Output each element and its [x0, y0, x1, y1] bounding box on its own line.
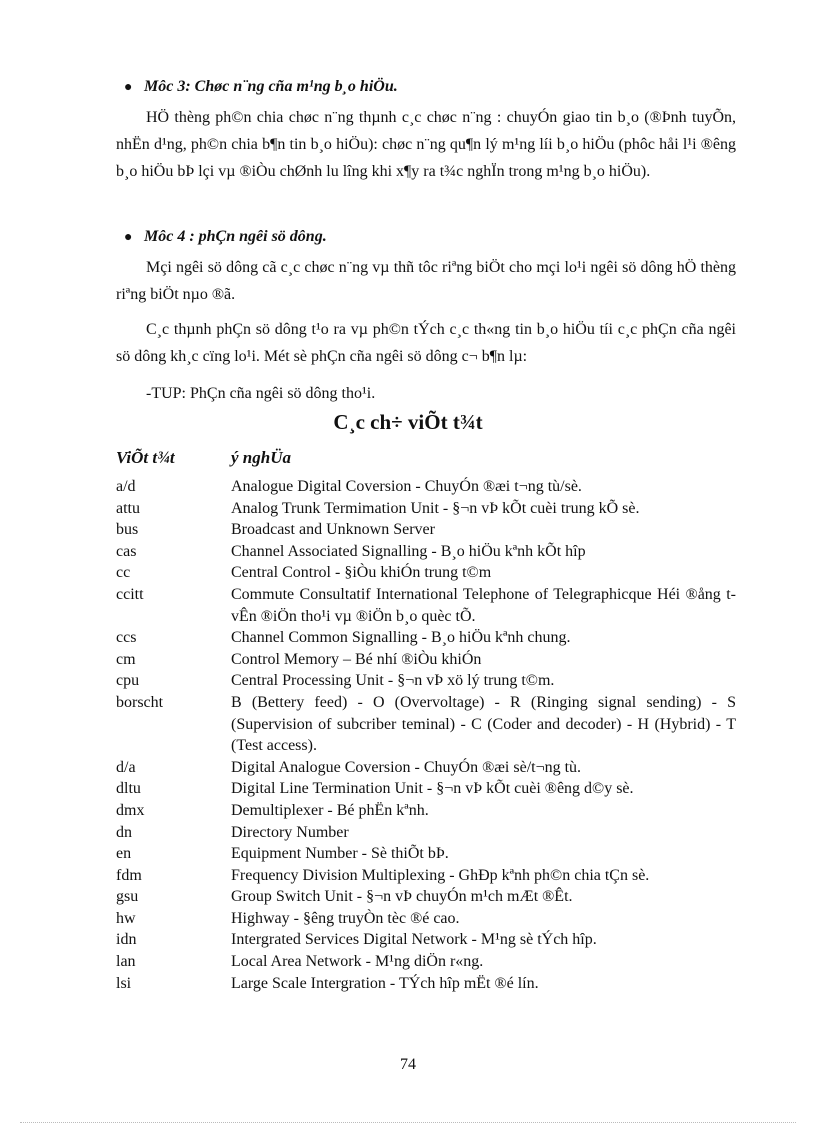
table-row	[116, 778, 736, 800]
abbreviation-term: gsu	[116, 888, 139, 906]
table-row	[116, 843, 736, 865]
abbreviation-meaning: Broadcast and Unknown Server	[231, 521, 435, 539]
table-row	[116, 757, 736, 779]
table-row	[116, 951, 736, 973]
abbreviation-meaning: Central Control - §iÒu khiÓn trung t©m	[231, 564, 492, 582]
abbreviation-meaning: Frequency Division Multiplexing - GhÐp kªnh ph©n chia tÇn sè.	[231, 866, 650, 884]
abbreviation-term: lsi	[116, 974, 132, 992]
abbreviation-meaning: Local Area Network - M¹ng diÖn r«ng.	[231, 953, 484, 971]
bullet-icon: ●	[124, 80, 133, 95]
table-row	[116, 476, 736, 498]
abbreviation-term: fdm	[116, 866, 142, 884]
table-row	[116, 800, 736, 822]
abbreviation-term: cc	[116, 564, 131, 582]
paragraph-muc3: HÖ thèng ph©n chia chøc n¨ng thµnh c¸c chøc n¨ng : chuyÓn giao tin b¸o (®Þnh tuyÕn, nhËn d¹ng, ph©n chia b¶n tin b¸o hiÖu): chøc n¨ng qu¶n lý m¹ng líi b¸o hiÖu (phôc håi l¹i ®êng b¸o hiÖu bÞ lçi vµ ®iÒu chØnh lu lîng khi x¶y ra t¾c nghÏn trong m¹ng b¸o hiÖu).	[116, 109, 736, 180]
abbreviation-meaning: Digital Analogue Coversion - ChuyÓn ®æi sè/t¬ng tù.	[231, 758, 582, 776]
abbreviation-term: dltu	[116, 780, 141, 798]
abbreviation-meaning: Directory Number	[231, 823, 349, 841]
abbreviation-term: d/a	[116, 758, 136, 776]
bullet-icon: ●	[124, 230, 133, 245]
abbreviation-term: a/d	[116, 478, 136, 495]
abbreviation-meaning: Commute Consultatif International Telephone of Telegraphicque Héi ®ång t vÊn ®iÖn tho¹i vµ ®iÖn b¸o quèc tÕ.	[231, 585, 736, 625]
abbreviation-term: dmx	[116, 801, 145, 819]
abbreviation-term: dn	[116, 823, 132, 841]
abbreviation-meaning: Demultiplexer - Bé phËn kªnh.	[231, 801, 429, 819]
paragraph-muc4-2: C¸c thµnh phÇn sö dông t¹o ra vµ ph©n tÝch c¸c th«ng tin b¸o hiÖu tíi c¸c phÇn cña ngêi sö dông kh¸c cïng lo¹i. Mét sè phÇn cña ngêi sö dông c¬ b¶n lµ:	[116, 321, 736, 365]
abbreviation-term: cas	[116, 542, 137, 560]
abbreviation-meaning: Analogue Digital Coversion - ChuyÓn ®æi t¬ng tù/sè.	[231, 478, 582, 495]
abbreviation-column-header: ViÕt t¾t	[116, 448, 175, 467]
table-row	[116, 973, 736, 995]
table-row	[116, 886, 736, 908]
abbreviation-term: ccs	[116, 629, 137, 647]
abbreviation-term: en	[116, 845, 132, 863]
table-row	[116, 908, 736, 930]
abbreviation-meaning: Digital Line Termination Unit - §¬n vÞ kÕt cuèi ®êng d©y sè.	[231, 780, 634, 798]
table-row	[116, 519, 736, 541]
abbreviations-table-body	[116, 476, 736, 994]
abbreviation-term: lan	[116, 953, 136, 971]
paragraph-muc4-1: Mçi ngêi sö dông cã c¸c chøc n¨ng vµ thñ tôc riªng biÖt cho mçi lo¹i ngêi sö dông hÖ thèng riªng biÖt nµo ®ã.	[116, 259, 736, 303]
abbreviation-meaning: Central Processing Unit - §¬n vÞ xö lý trung t©m.	[231, 672, 555, 690]
table-row	[116, 670, 736, 692]
table-row	[116, 627, 736, 649]
abbreviation-term: ccitt	[116, 585, 144, 603]
abbreviation-term: attu	[116, 499, 140, 517]
abbreviation-meaning: Control Memory – Bé nhí ®iÒu khiÓn	[231, 650, 482, 668]
abbreviation-meaning: Channel Associated Signalling - B¸o hiÖu kªnh kÕt hîp	[231, 542, 586, 560]
section-heading-muc3: Môc 3: Chøc n¨ng cña m¹ng b¸o hiÖu.	[144, 78, 398, 95]
abbreviation-term: cpu	[116, 672, 140, 690]
abbreviation-meaning: Equipment Number - Sè thiÕt bÞ.	[231, 845, 449, 863]
table-row	[116, 929, 736, 951]
meaning-column-header: ý nghÜa	[231, 448, 291, 467]
abbreviation-meaning: Large Scale Intergration - TÝch hîp mËt ®é lín.	[231, 974, 539, 992]
table-row	[116, 865, 736, 887]
abbreviation-meaning: Intergrated Services Digital Network - M¹ng sè tÝch hîp.	[231, 931, 597, 949]
abbreviation-meaning: Group Switch Unit - §¬n vÞ chuyÓn m¹ch mÆt ®Êt.	[231, 888, 573, 906]
paragraph-muc4-3: -TUP: PhÇn cña ngêi sö dông tho¹i.	[146, 385, 376, 402]
table-row	[116, 584, 736, 627]
abbreviation-term: idn	[116, 931, 137, 949]
table-row	[116, 498, 736, 520]
table-row	[116, 649, 736, 671]
table-row	[116, 562, 736, 584]
abbreviation-meaning: Channel Common Signalling - B¸o hiÖu kªnh chung.	[231, 629, 571, 647]
table-row	[116, 822, 736, 844]
table-row	[116, 541, 736, 563]
abbreviation-term: cm	[116, 650, 136, 668]
page-number: 74	[400, 1056, 416, 1073]
abbreviation-term: borscht	[116, 693, 164, 711]
abbreviation-meaning: Highway - §êng truyÒn tèc ®é cao.	[231, 909, 460, 927]
abbreviation-term: bus	[116, 521, 139, 539]
table-row	[116, 692, 736, 757]
abbreviation-term: hw	[116, 909, 136, 927]
abbreviations-title: C¸c ch÷ viÕt t¾t	[333, 410, 483, 434]
abbreviations-table	[116, 476, 736, 994]
section-heading-muc4: Môc 4 : phÇn ngêi sö dông.	[144, 228, 327, 245]
abbreviation-meaning: Analog Trunk Termimation Unit - §¬n vÞ kÕt cuèi trung kÕ sè.	[231, 499, 640, 517]
abbreviation-meaning: B (Bettery feed) - O (Overvoltage) - R (Ringing signal sending) - S (Supervision of subcriber teminal) - C (Coder and decoder) - H (Hybrid) - T (Test access).	[231, 693, 736, 755]
